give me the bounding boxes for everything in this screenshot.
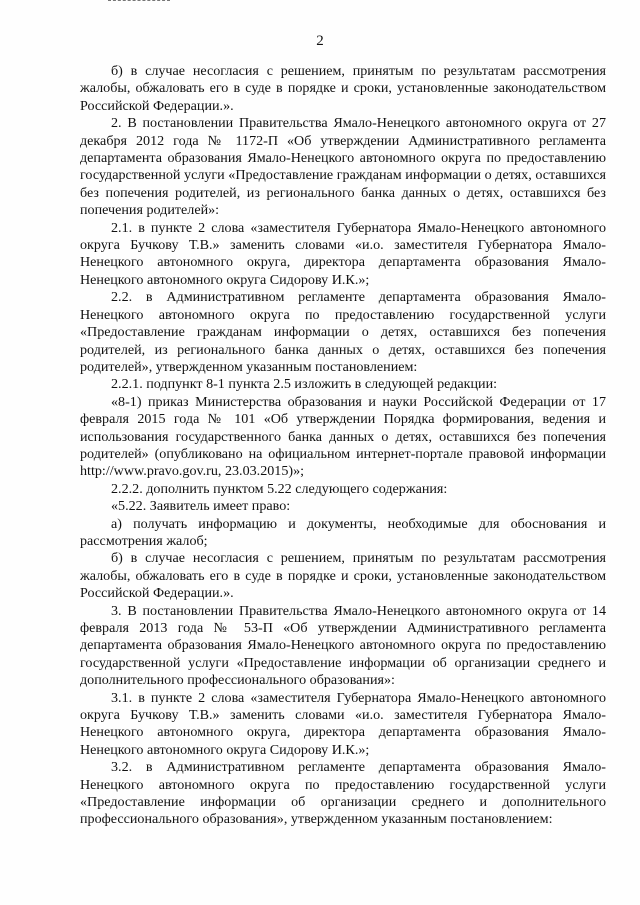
document-body: [80, 63, 606, 829]
paragraph-8-1-order: «8-1) приказ Министерства образования и науки Российской Федерации от 17 февраля 2015 года № 101 «Об утверждении Порядка формирования, ведения и использования государственного банка данных о детях, оставшихся без попечения родителей» (опубликовано на официальном интернет-портале правовой информации http://www.pravo.gov.ru, 23.03.2015)»;: [80, 393, 606, 480]
paragraph-5-22: «5.22. Заявитель имеет право:: [111, 498, 291, 515]
paragraph-3-1: 3.1. в пункте 2 слова «заместителя Губернатора Ямало-Ненецкого автономного округа Бучкову Т.В.» заменить словами «и.о. заместителя Губернатора Ямало-Ненецкого автономного округа, директора департамента образования Ямало-Ненецкого автономного округа Сидорову И.К.»;: [80, 689, 606, 758]
paragraph-3-resolution-53p: 3. В постановлении Правительства Ямало-Ненецкого автономного округа от 14 февраля 2013 года № 53-П «Об утверждении Административного регламента департамента образования Ямало-Ненецкого автономного округа по предоставлению государственной услуги «Предоставление информации об организации среднего и дополнительного профессионального образования»:: [80, 602, 606, 689]
paragraph-2-resolution-1172p: 2. В постановлении Правительства Ямало-Ненецкого автономного округа от 27 декабря 2012 года № 1172-П «Об утверждении Административного регламента департамента образования Ямало-Ненецкого автономного округа по предоставлению государственной услуги «Предоставление гражданам информации о детях, оставшихся без попечения родителей, из регионального банка данных о детях, оставшихся без попечения родителей»:: [80, 115, 606, 219]
paragraph-2-1: 2.1. в пункте 2 слова «заместителя Губернатора Ямало-Ненецкого автономного округа Бучкову Т.В.» заменить словами «и.о. заместителя Губернатора Ямало-Ненецкого автономного округа, директора департамента образования Ямало-Ненецкого автономного округа Сидорову И.К.»;: [80, 219, 606, 288]
paragraph-3-2: 3.2. в Административном регламенте департамента образования Ямало-Ненецкого автономного округа по предоставлению государственной услуги «Предоставление информации об организации среднего и дополнительного профессионального образования», утвержденном указанным постановлением:: [80, 759, 606, 828]
paragraph-2-2-2: 2.2.2. дополнить пунктом 5.22 следующего содержания:: [111, 480, 448, 497]
paragraph-5-22-a: а) получать информацию и документы, необходимые для обоснования и рассмотрения жалоб;: [80, 515, 606, 549]
paragraph-5-22-b: б) в случае несогласия с решением, принятым по результатам рассмотрения жалобы, обжаловать его в суде в порядке и сроки, установленные законодательством Российской Федерации.».: [80, 550, 606, 602]
paragraph-2-2-1: 2.2.1. подпункт 8-1 пункта 2.5 изложить в следующей редакции:: [111, 376, 498, 393]
paragraph-1-b-appeal: б) в случае несогласия с решением, принятым по результатам рассмотрения жалобы, обжаловать его в суде в порядке и сроки, установленные законодательством Российской Федерации.».: [80, 63, 606, 114]
paragraph-2-2: 2.2. в Административном регламенте департамента образования Ямало-Ненецкого автономного округа по предоставлению государственной услуги «Предоставление гражданам информации о детях, оставшихся без попечения родителей, из регионального банка данных о детях, оставшихся без попечения родителей», утвержденном указанным постановлением:: [80, 289, 606, 375]
scan-edge-mark: [108, 0, 170, 3]
page-number: 2: [316, 33, 324, 49]
